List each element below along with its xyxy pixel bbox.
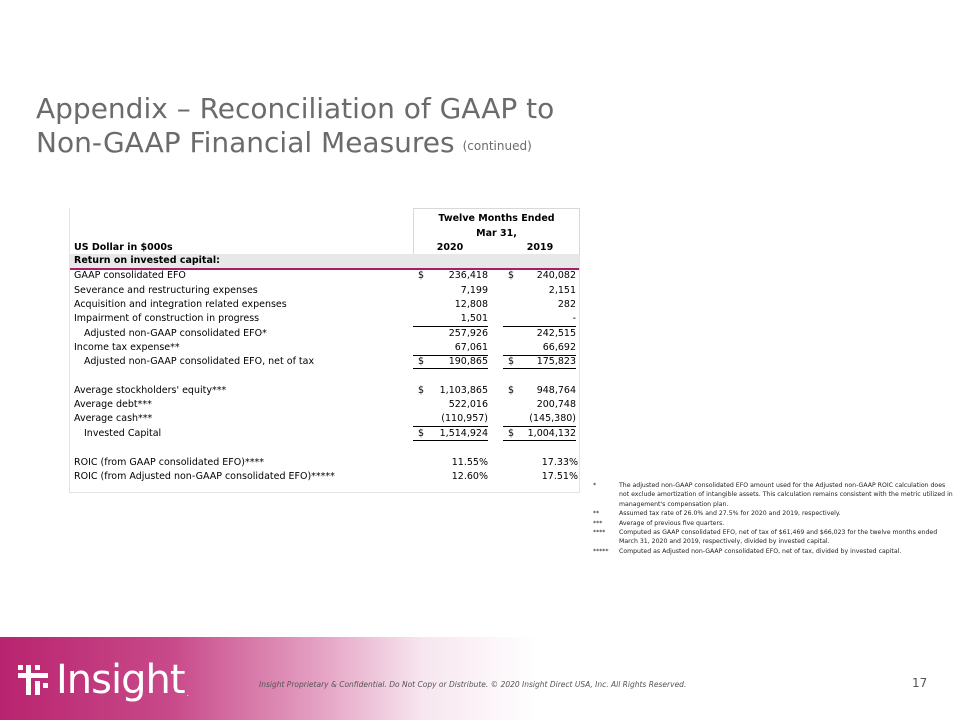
currency-symbol: $	[418, 428, 425, 439]
value-2020: 236,418	[448, 270, 488, 281]
value-2019: 175,823	[536, 356, 576, 367]
value-2019: 282	[557, 299, 576, 310]
row-label: Average stockholders' equity***	[74, 385, 227, 396]
value-2020: 190,865	[448, 356, 488, 367]
value-2020: 12,808	[454, 299, 488, 310]
value-2019: (145,380)	[503, 411, 576, 427]
value-2019: 2,151	[548, 285, 576, 296]
value-2019: 240,082	[536, 270, 576, 281]
header-date: Mar 31,	[476, 228, 517, 239]
table-row	[0, 268, 960, 283]
footnote-text: Average of previous five quarters.	[619, 519, 725, 527]
footnote-marker: ****	[593, 529, 606, 537]
value-2019: 1,004,132	[527, 428, 576, 439]
slide-title	[36, 92, 676, 163]
section-label: Return on invested capital:	[74, 255, 220, 266]
currency-symbol: $	[508, 385, 515, 396]
table-row	[0, 426, 960, 441]
value-2020: 1,501	[413, 311, 488, 327]
footnote	[593, 519, 953, 528]
table-row	[0, 311, 960, 326]
table-row	[0, 397, 960, 412]
footnote-text: Assumed tax rate of 26.0% and 27.5% for 2020 and 2019, respectively.	[619, 510, 841, 518]
value-2020: 11.55%	[451, 457, 488, 468]
insight-mark-icon	[16, 663, 50, 697]
row-label: Adjusted non-GAAP consolidated EFO, net of tax	[84, 356, 315, 367]
value-2020: 67,061	[413, 340, 488, 356]
footnote	[593, 547, 953, 556]
column-header-2019: 2019	[526, 242, 554, 253]
row-label: ROIC (from Adjusted non-GAAP consolidated EFO)*****	[74, 471, 335, 482]
table-row	[0, 283, 960, 298]
currency-symbol: $	[418, 270, 425, 281]
row-label: Severance and restructuring expenses	[74, 285, 258, 296]
insight-logo	[16, 654, 189, 706]
footnote-text: Computed as Adjusted non-GAAP consolidated EFO, net of tax, divided by invested capital.	[619, 547, 902, 555]
header-period: Twelve Months Ended	[438, 213, 555, 224]
table-row	[0, 297, 960, 312]
unit-label: US Dollar in $000s	[74, 242, 173, 253]
footnote-marker: *	[593, 482, 597, 489]
row-label: GAAP consolidated EFO	[74, 270, 186, 281]
title-continued: (continued)	[462, 139, 532, 153]
value-2019: 242,515	[536, 328, 576, 339]
row-label: Average debt***	[74, 399, 152, 410]
value-2019: 17.51%	[541, 471, 578, 482]
currency-symbol: $	[508, 428, 515, 439]
value-2019: 948,764	[536, 385, 576, 396]
title-line-2: Non-GAAP Financial Measures	[36, 126, 455, 159]
value-2020: 257,926	[448, 328, 488, 339]
footnotes	[593, 481, 953, 556]
row-label: ROIC (from GAAP consolidated EFO)****	[74, 457, 264, 468]
value-2020: 7,199	[460, 285, 488, 296]
footnote-text: The adjusted non-GAAP consolidated EFO amount used for the Adjusted non-GAAP ROIC calculation does not exclude amortization of intangible assets. This calculation remains consistent with the metric utilized in management's compensation plan.	[619, 482, 953, 508]
row-label: Average cash***	[74, 413, 153, 424]
logo-wordmark: Insight	[56, 657, 185, 703]
table-row	[0, 383, 960, 398]
footnote-text: Computed as GAAP consolidated EFO, net of tax of $61,469 and $66,023 for the twelve months ended March 31, 2020 and 2019, respectively, divided by invested capital.	[619, 529, 938, 546]
row-label: Invested Capital	[84, 428, 162, 439]
currency-symbol: $	[418, 356, 425, 367]
value-2019: 17.33%	[541, 457, 578, 468]
table-row	[0, 354, 960, 369]
footnote	[593, 509, 953, 518]
table-row	[0, 326, 960, 341]
value-2020: 1,103,865	[439, 385, 488, 396]
row-label: Acquisition and integration related expenses	[74, 299, 287, 310]
table-row	[0, 455, 960, 470]
value-2020: 12.60%	[451, 471, 488, 482]
currency-symbol: $	[508, 270, 515, 281]
legal-notice: Insight Proprietary & Confidential. Do Not Copy or Distribute. © 2020 Insight Direct USA, Inc. All Rights Reserved.	[259, 680, 687, 689]
page-number: 17	[912, 676, 928, 690]
table-row	[0, 411, 960, 426]
footnote	[593, 481, 953, 509]
title-line-1: Appendix – Reconciliation of GAAP to	[36, 92, 555, 125]
column-header-2020: 2020	[436, 242, 464, 253]
footnote	[593, 528, 953, 547]
currency-symbol: $	[418, 385, 425, 396]
row-label: Impairment of construction in progress	[74, 313, 260, 324]
value-2019: -	[503, 311, 576, 327]
footnote-marker: **	[593, 510, 600, 518]
row-label: Adjusted non-GAAP consolidated EFO*	[84, 328, 267, 339]
currency-symbol: $	[508, 356, 515, 367]
row-label: Income tax expense**	[74, 342, 180, 353]
footnote-marker: ***	[593, 519, 603, 527]
table-row	[0, 340, 960, 355]
value-2020: 522,016	[448, 399, 488, 410]
value-2019: 66,692	[503, 340, 576, 356]
value-2020: (110,957)	[413, 411, 488, 427]
value-2020: 1,514,924	[439, 428, 488, 439]
value-2019: 200,748	[536, 399, 576, 410]
logo-dot: .	[186, 689, 190, 698]
footnote-marker: *****	[593, 547, 609, 555]
